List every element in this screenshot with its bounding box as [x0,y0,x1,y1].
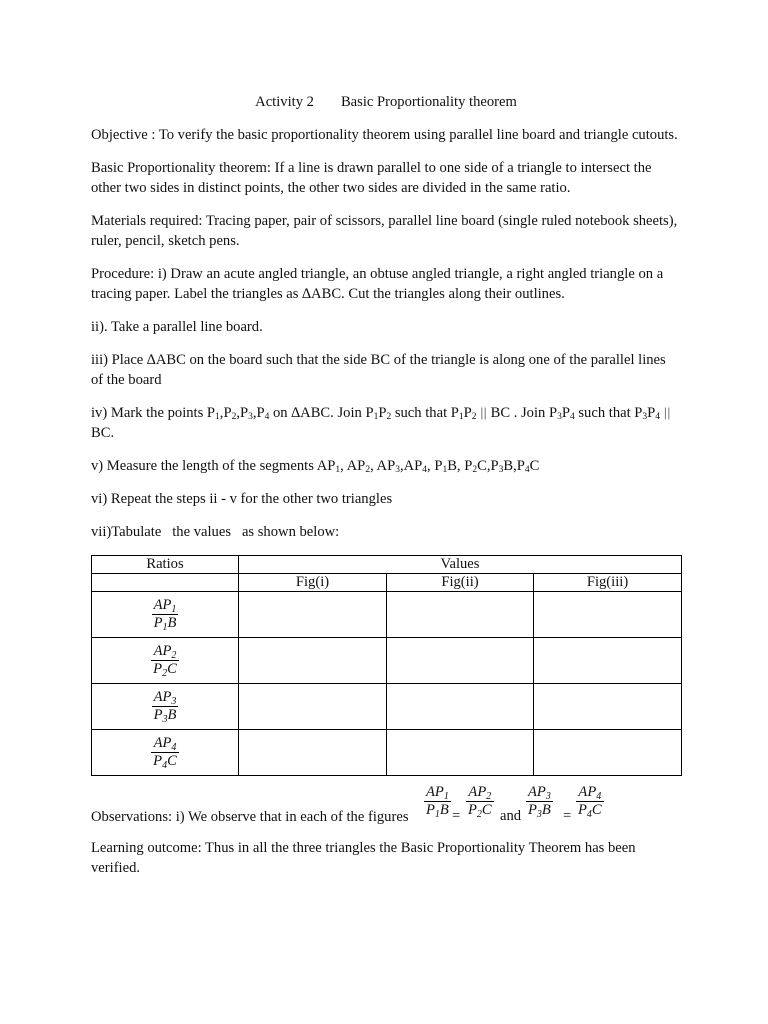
header-fig-1: Fig(i) [239,574,387,592]
procedure-step-4: iv) Mark the points $P_1,P_2,P_3,P_4$ on ∆ABC. Join $P_1P_2$ such that $P_1P_2$ || BC . Join $P_3P_4$ such that $P_3P_4$ || BC. [91,405,671,441]
value-cell[interactable] [387,730,534,776]
ratio-fraction: $\frac{AP_1}{P_1B}$ [153,597,177,633]
procedure-step-7: vii)Tabulate the values as shown below: [91,524,340,540]
objective-paragraph: Objective : To verify the basic proportionality theorem using parallel line board and triangle cutouts. [91,127,678,143]
ratio-cell [92,684,239,730]
value-cell[interactable] [534,592,682,638]
table-row [92,592,682,638]
value-cell[interactable] [387,638,534,684]
value-cell[interactable] [534,684,682,730]
header-values: Values [239,556,682,574]
materials-paragraph: Materials required: Tracing paper, pair of scissors, parallel line board (single ruled notebook sheets), ruler, pencil, sketch pens. [91,213,678,249]
theorem-paragraph: Basic Proportionality theorem: If a line is drawn parallel to one side of a triangle to intersect the other two sides in distinct points, the other two sides are divided in the same ratio. [91,160,652,196]
table-row [92,730,682,776]
header-ratios: Ratios [92,556,239,574]
procedure-step-2: ii). Take a parallel line board. [91,319,263,335]
activity-name: Basic Proportionality theorem [340,94,517,110]
obs-fraction-3: $\frac{AP_3}{P_3B}$ [528,784,551,820]
value-cell[interactable] [387,592,534,638]
obs-fraction-2: $\frac{AP_2}{P_2C}$ [468,784,492,820]
ratio-cell [92,730,239,776]
procedure-step-5: v) Measure the length of the segments $AP_1$, $AP_2$, $AP_3,AP_4$, $P_1B$, $P_2C,P_3B,P_4C$ [91,458,540,475]
document-page [91,92,681,891]
value-cell[interactable] [534,730,682,776]
obs-fraction-1: $\frac{AP_1}{P_1B}$ [426,784,449,820]
ratio-cell [92,592,239,638]
value-cell[interactable] [239,730,387,776]
header-empty [92,574,239,592]
procedure-step-3: iii) Place ∆ABC on the board such that the side BC of the triangle is along one of the parallel lines of the board [91,352,666,388]
header-fig-3: Fig(iii) [534,574,682,592]
value-cell[interactable] [387,684,534,730]
value-cell[interactable] [239,592,387,638]
parallel-symbol: || [480,405,487,420]
activity-number: Activity 2 [255,94,314,110]
value-cell[interactable] [239,638,387,684]
table-row [92,684,682,730]
ratio-fraction: $\frac{AP_3}{P_3B}$ [153,689,177,725]
ratios-table [91,555,682,776]
table-row [92,638,682,684]
obs-fraction-4: $\frac{AP_4}{P_4C}$ [578,784,602,820]
procedure-step-6: vi) Repeat the steps ii - v for the other two triangles [91,491,393,507]
ratio-cell [92,638,239,684]
ratio-fraction: $\frac{AP_2}{P_2C}$ [153,643,177,679]
ratio-fraction: $\frac{AP_4}{P_4C}$ [153,735,177,771]
parallel-symbol: || [663,405,671,420]
procedure-step-1: Procedure: i) Draw an acute angled triangle, an obtuse angled triangle, a right angled triangle on a tracing paper. Label the triangles as ∆ABC. Cut the triangles along their outlines. [91,266,664,302]
and-word: and [500,808,522,824]
observations [91,784,681,828]
equals-sign: = [452,808,461,824]
equals-sign: = [563,808,572,824]
value-cell[interactable] [534,638,682,684]
observations-text: Observations: i) We observe that in each of the figures [91,809,409,825]
page-title [91,92,681,112]
header-fig-2: Fig(ii) [387,574,534,592]
value-cell[interactable] [239,684,387,730]
learning-outcome: Learning outcome: Thus in all the three triangles the Basic Proportionality Theorem has been verified. [91,840,636,876]
